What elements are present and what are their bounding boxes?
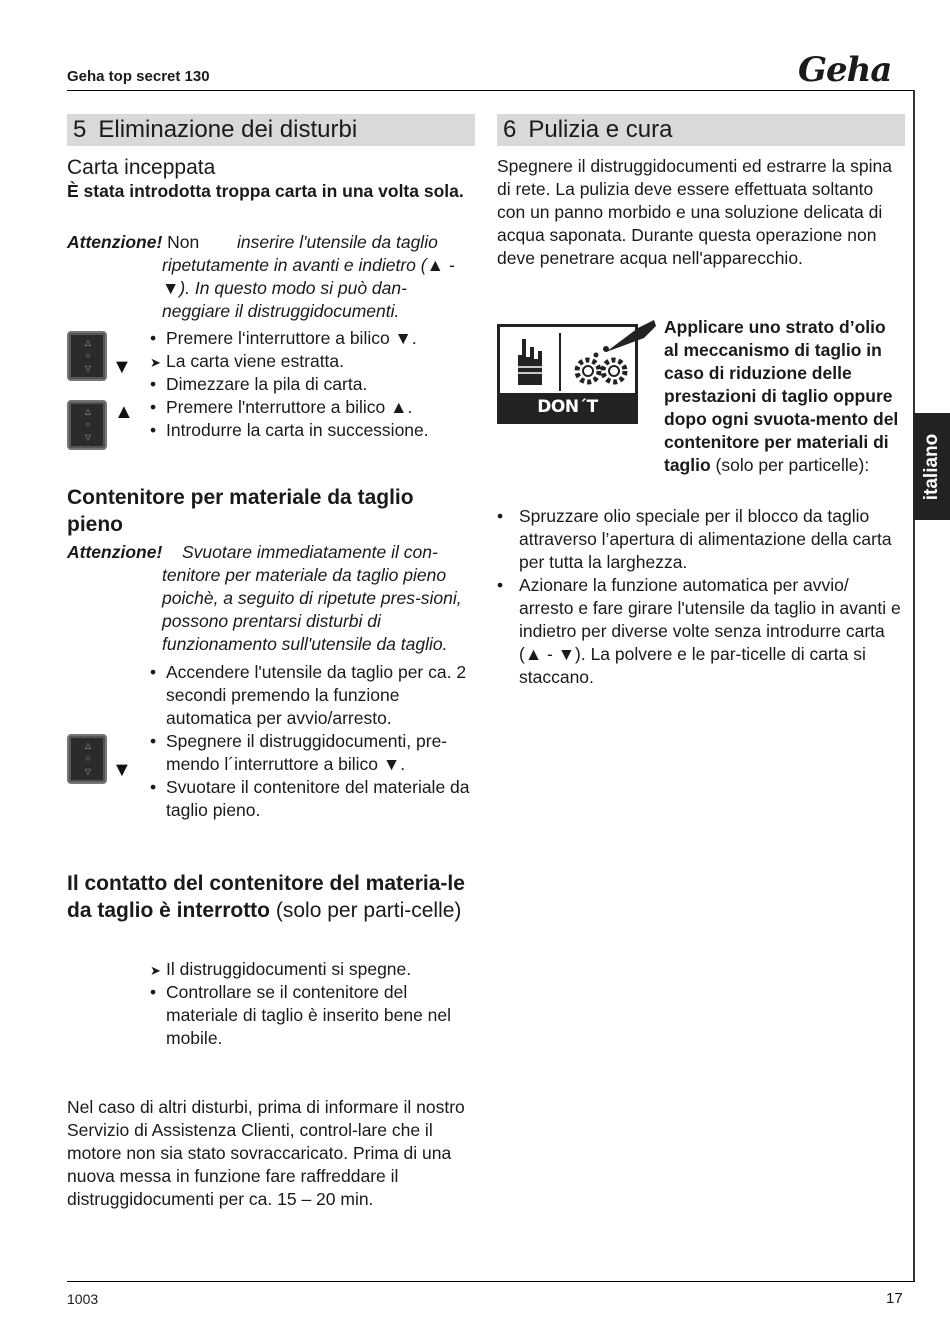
rocker-switch-icon: △ ○ ▽ [67, 400, 107, 450]
oil-instruction [664, 316, 904, 477]
down-triangle-icon: ▼ [112, 759, 132, 781]
carta-heading: Carta inceppata [67, 156, 216, 179]
oil-instruction-normal: (solo per particelle): [715, 455, 870, 475]
section-6-heading [497, 114, 905, 146]
carta-subheading: È stata introdotta troppa carta in una volta sola. [67, 181, 464, 201]
contenitore-heading: Contenitore per materiale da taglio pieno [67, 486, 414, 536]
rocker-switch-icon: △ ○ ▽ [67, 331, 107, 381]
contatto-steps [150, 958, 460, 1050]
list-item: • Introdurre la carta in successione. [150, 419, 470, 442]
oil-instruction-bold: Applicare uno strato d’olio al meccanismo di taglio in caso di riduzione delle prestazioni di taglio oppure dopo ogni svuota-mento del contenitore per materiali di taglio [664, 317, 899, 475]
carta-steps [150, 327, 470, 442]
pulizia-steps [497, 505, 907, 689]
language-tab-label: italiano [920, 433, 942, 500]
carta-warning-text: inserire l'utensile da taglio ripetutamente in avanti e indietro (▲ - ▼). In questo modo si può dan-neggiare il distruggidocumenti. [162, 232, 455, 321]
section-5-heading [67, 114, 475, 146]
carta-warning-label: Attenzione! [67, 232, 163, 252]
contatto-heading [67, 870, 477, 924]
rocker-switch-icon: △ ○ ▽ [67, 734, 107, 784]
altri-disturbi-paragraph: Nel caso di altri disturbi, prima di informare il nostro Servizio di Assistenza Clienti, control-lare che il motore non sia stato sovraccaricato. Prima di una nuova messa in funzione fare raffreddare il distruggidocumenti per ca. 15 – 20 min. [67, 1097, 465, 1209]
page-number: 17 [886, 1290, 903, 1307]
contenitore-warning-label: Attenzione! [67, 542, 163, 562]
contatto-heading-normal: (solo per parti-celle) [275, 899, 462, 922]
dont-forget-label: DON´T FORGET [500, 393, 635, 421]
up-triangle-icon: ▲ [114, 401, 134, 423]
list-item: • Accendere l'utensile da taglio per ca. 2 secondi premendo la funzione automatica per avvio/arresto. [150, 661, 475, 730]
list-item: • Dimezzare la pila di carta. [150, 373, 470, 396]
section-6-title: Pulizia e cura [528, 116, 673, 143]
geha-logo: Geha [798, 50, 892, 90]
section-5-number: 5 [73, 116, 87, 143]
list-item: ➤ Il distruggidocumenti si spegne. [150, 958, 460, 981]
list-item: • Spruzzare olio speciale per il blocco da taglio attraverso l’apertura di alimentazione della carta per tutta la larghezza. [497, 505, 907, 574]
header-rule [67, 90, 915, 91]
footer-code: 1003 [67, 1291, 99, 1307]
pulizia-intro: Spegnere il distruggidocumenti ed estrarre la spina di rete. La pulizia deve essere effettuata soltanto con un panno morbido e una soluzione delicata di acqua saponata. Durante questa operazione non deve penetrare acqua nell'apparecchio. [497, 156, 892, 268]
contenitore-steps [150, 661, 475, 822]
contenitore-warning-text: Svuotare immediatamente il con-tenitore per materiale da taglio pieno poichè, a seguito di ripetute pres-sioni, possono prentarsi disturbi di funzionamento sull'utensile da taglio. [162, 542, 462, 654]
list-item: • Premere l‘interruttore a bilico ▼. [150, 327, 470, 350]
list-item: • Premere l'nterruttore a bilico ▲. [150, 396, 470, 419]
list-item: • Svuotare il contenitore del materiale da taglio pieno. [150, 776, 475, 822]
footer-rule [67, 1281, 915, 1282]
language-tab [913, 413, 950, 520]
list-item: • Spegnere il distruggidocumenti, pre-mendo l´interruttore a bilico ▼. [150, 730, 475, 776]
down-triangle-icon: ▼ [112, 356, 132, 378]
carta-warning-non: Non [167, 232, 200, 252]
contatto-heading-bold: Il contatto del contenitore del materia-le da taglio è interrotto [67, 872, 465, 922]
list-item: • Azionare la funzione automatica per avvio/ arresto e fare girare l'utensile da taglio in avanti e indietro per diverse volte senza introdurre carta (▲ - ▼). La polvere e le par-ticelle di carta si staccano. [497, 574, 907, 689]
oil-can-icon [598, 318, 658, 358]
section-5-title: Eliminazione dei disturbi [98, 116, 358, 143]
document-header-title: Geha top secret 130 [67, 68, 210, 85]
section-6-number: 6 [503, 116, 517, 143]
list-item: ➤ La carta viene estratta. [150, 350, 470, 373]
right-margin-rule [913, 90, 915, 1282]
list-item: • Controllare se il contenitore del materiale di taglio è inserito bene nel mobile. [150, 981, 460, 1050]
